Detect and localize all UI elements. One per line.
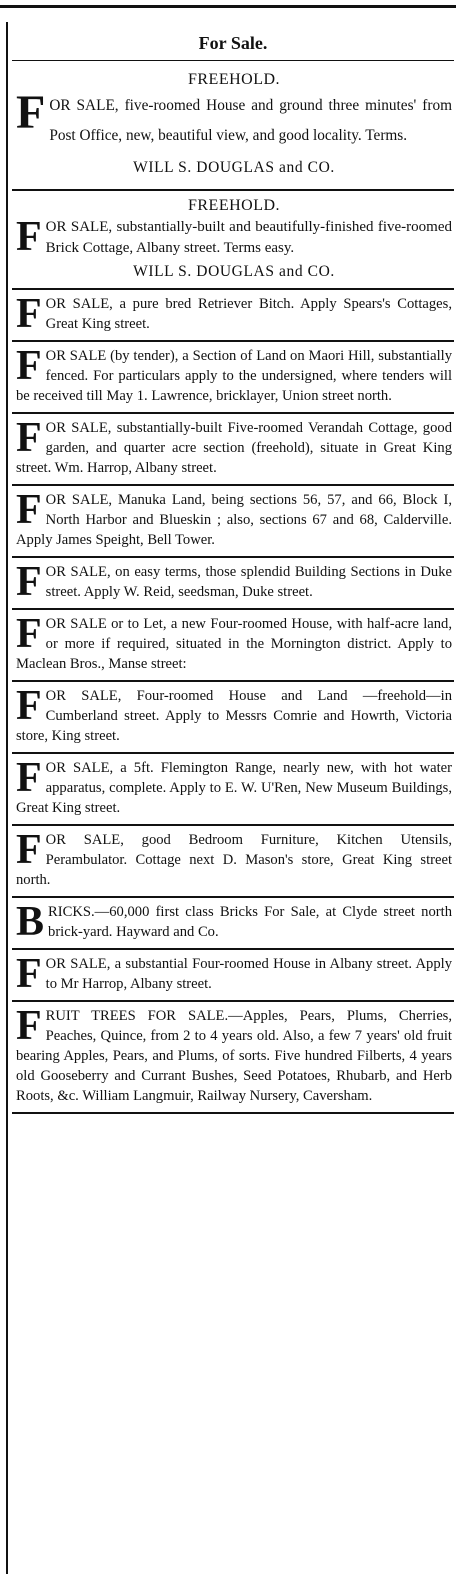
ad-text: OR SALE, five-roomed House and ground three minutes' from Post Office, new, beautiful view, and good locality. Terms. — [49, 97, 452, 144]
ad-signature: WILL S. DOUGLAS and CO. — [133, 159, 335, 176]
ad-verandah-cottage — [12, 414, 454, 486]
ad-land-tender — [12, 342, 454, 414]
section-heading: For Sale. — [12, 30, 454, 61]
ad-text: OR SALE (by tender), a Section of Land on Maori Hill, substantially fenced. For particulars apply to the undersigned, where tenders will be received till May 1. Lawrence, bricklayer, Union street north. — [16, 348, 452, 404]
ad-title: FREEHOLD. — [187, 71, 281, 88]
drop-cap: F — [16, 559, 42, 605]
drop-cap: B — [16, 899, 45, 945]
ad-retriever — [12, 290, 454, 342]
column-rule — [6, 22, 8, 1574]
drop-cap: F — [16, 683, 42, 729]
ad-signature: WILL S. DOUGLAS and CO. — [133, 263, 335, 280]
ad-flemington-range — [12, 754, 454, 826]
ad-cumberland-house — [12, 682, 454, 754]
ad-freehold-cottage — [12, 191, 454, 290]
ad-text: RUIT TREES FOR SALE.—Apples, Pears, Plums, Cherries, Peaches, Quince, from 2 to 4 years old. Also, a few 7 years' old fruit bearing Apples, Pears, and Plums, of sorts. Five hundred Filberts, 4 years old Gooseberry and Currant Bushes, Seed Potatoes, Rhubarb, and Herb Roots, &c. William Langmuir, Railway Nursery, Caversham. — [16, 1008, 452, 1104]
ad-text: OR SALE, substantially-built Five-roomed Verandah Cottage, good garden, and quarter acre section (freehold), situate in Great King street. Wm. Harrop, Albany street. — [16, 420, 452, 476]
ad-albany-house — [12, 950, 454, 1002]
ad-text: OR SALE, a 5ft. Flemington Range, nearly new, with hot water apparatus, complete. Apply to E. W. U'Ren, New Museum Buildings, Great King street. — [16, 760, 452, 816]
drop-cap: F — [16, 1003, 42, 1049]
ad-manuka-land — [12, 486, 454, 558]
ad-text: OR SALE or to Let, a new Four-roomed House, with half-acre land, or more if required, situated in the Mornington district. Apply to Maclean Bros., Manse street: — [16, 616, 452, 672]
ad-text: RICKS.—60,000 first class Bricks For Sale, at Clyde street north brick-yard. Hayward and Co. — [48, 904, 452, 940]
ad-freehold-house — [12, 67, 454, 191]
drop-cap: F — [16, 611, 42, 657]
ad-fruit-trees — [12, 1002, 454, 1114]
ad-bricks — [12, 898, 454, 950]
ad-text: OR SALE, a substantial Four-roomed House in Albany street. Apply to Mr Harrop, Albany street. — [45, 956, 452, 992]
drop-cap: F — [16, 827, 42, 873]
ad-text: OR SALE, substantially-built and beautifully-finished five-roomed Brick Cottage, Albany street. Terms easy. — [45, 219, 452, 256]
ad-text: OR SALE, good Bedroom Furniture, Kitchen Utensils, Perambulator. Cottage next D. Mason's store, Great King street north. — [16, 832, 452, 888]
ad-four-roomed-house — [12, 610, 454, 682]
drop-cap: F — [16, 755, 42, 801]
drop-cap: F — [16, 291, 42, 337]
ad-building-sections — [12, 558, 454, 610]
drop-cap: F — [16, 951, 42, 997]
ad-text: OR SALE, Manuka Land, being sections 56, 57, and 66, Block I, North Harbor and Blueskin ; also, sections 67 and 68, Calderville. Apply James Speight, Bell Tower. — [16, 492, 452, 548]
drop-cap: F — [16, 415, 42, 461]
classifieds-column — [12, 30, 454, 1114]
ad-title: FREEHOLD. — [187, 197, 281, 214]
ad-text: OR SALE, a pure bred Retriever Bitch. Apply Spears's Cottages, Great King street. — [45, 296, 452, 332]
drop-cap: F — [16, 214, 42, 260]
ad-text: OR SALE, Four-roomed House and Land —freehold—in Cumberland street. Apply to Messrs Comrie and Howrth, Victoria store, King street. — [16, 688, 452, 744]
drop-cap: F — [16, 86, 46, 139]
top-rule — [0, 0, 456, 8]
drop-cap: F — [16, 343, 42, 389]
ad-furniture — [12, 826, 454, 898]
drop-cap: F — [16, 487, 42, 533]
ad-text: OR SALE, on easy terms, those splendid Building Sections in Duke street. Apply W. Reid, seedsman, Duke street. — [45, 564, 452, 600]
